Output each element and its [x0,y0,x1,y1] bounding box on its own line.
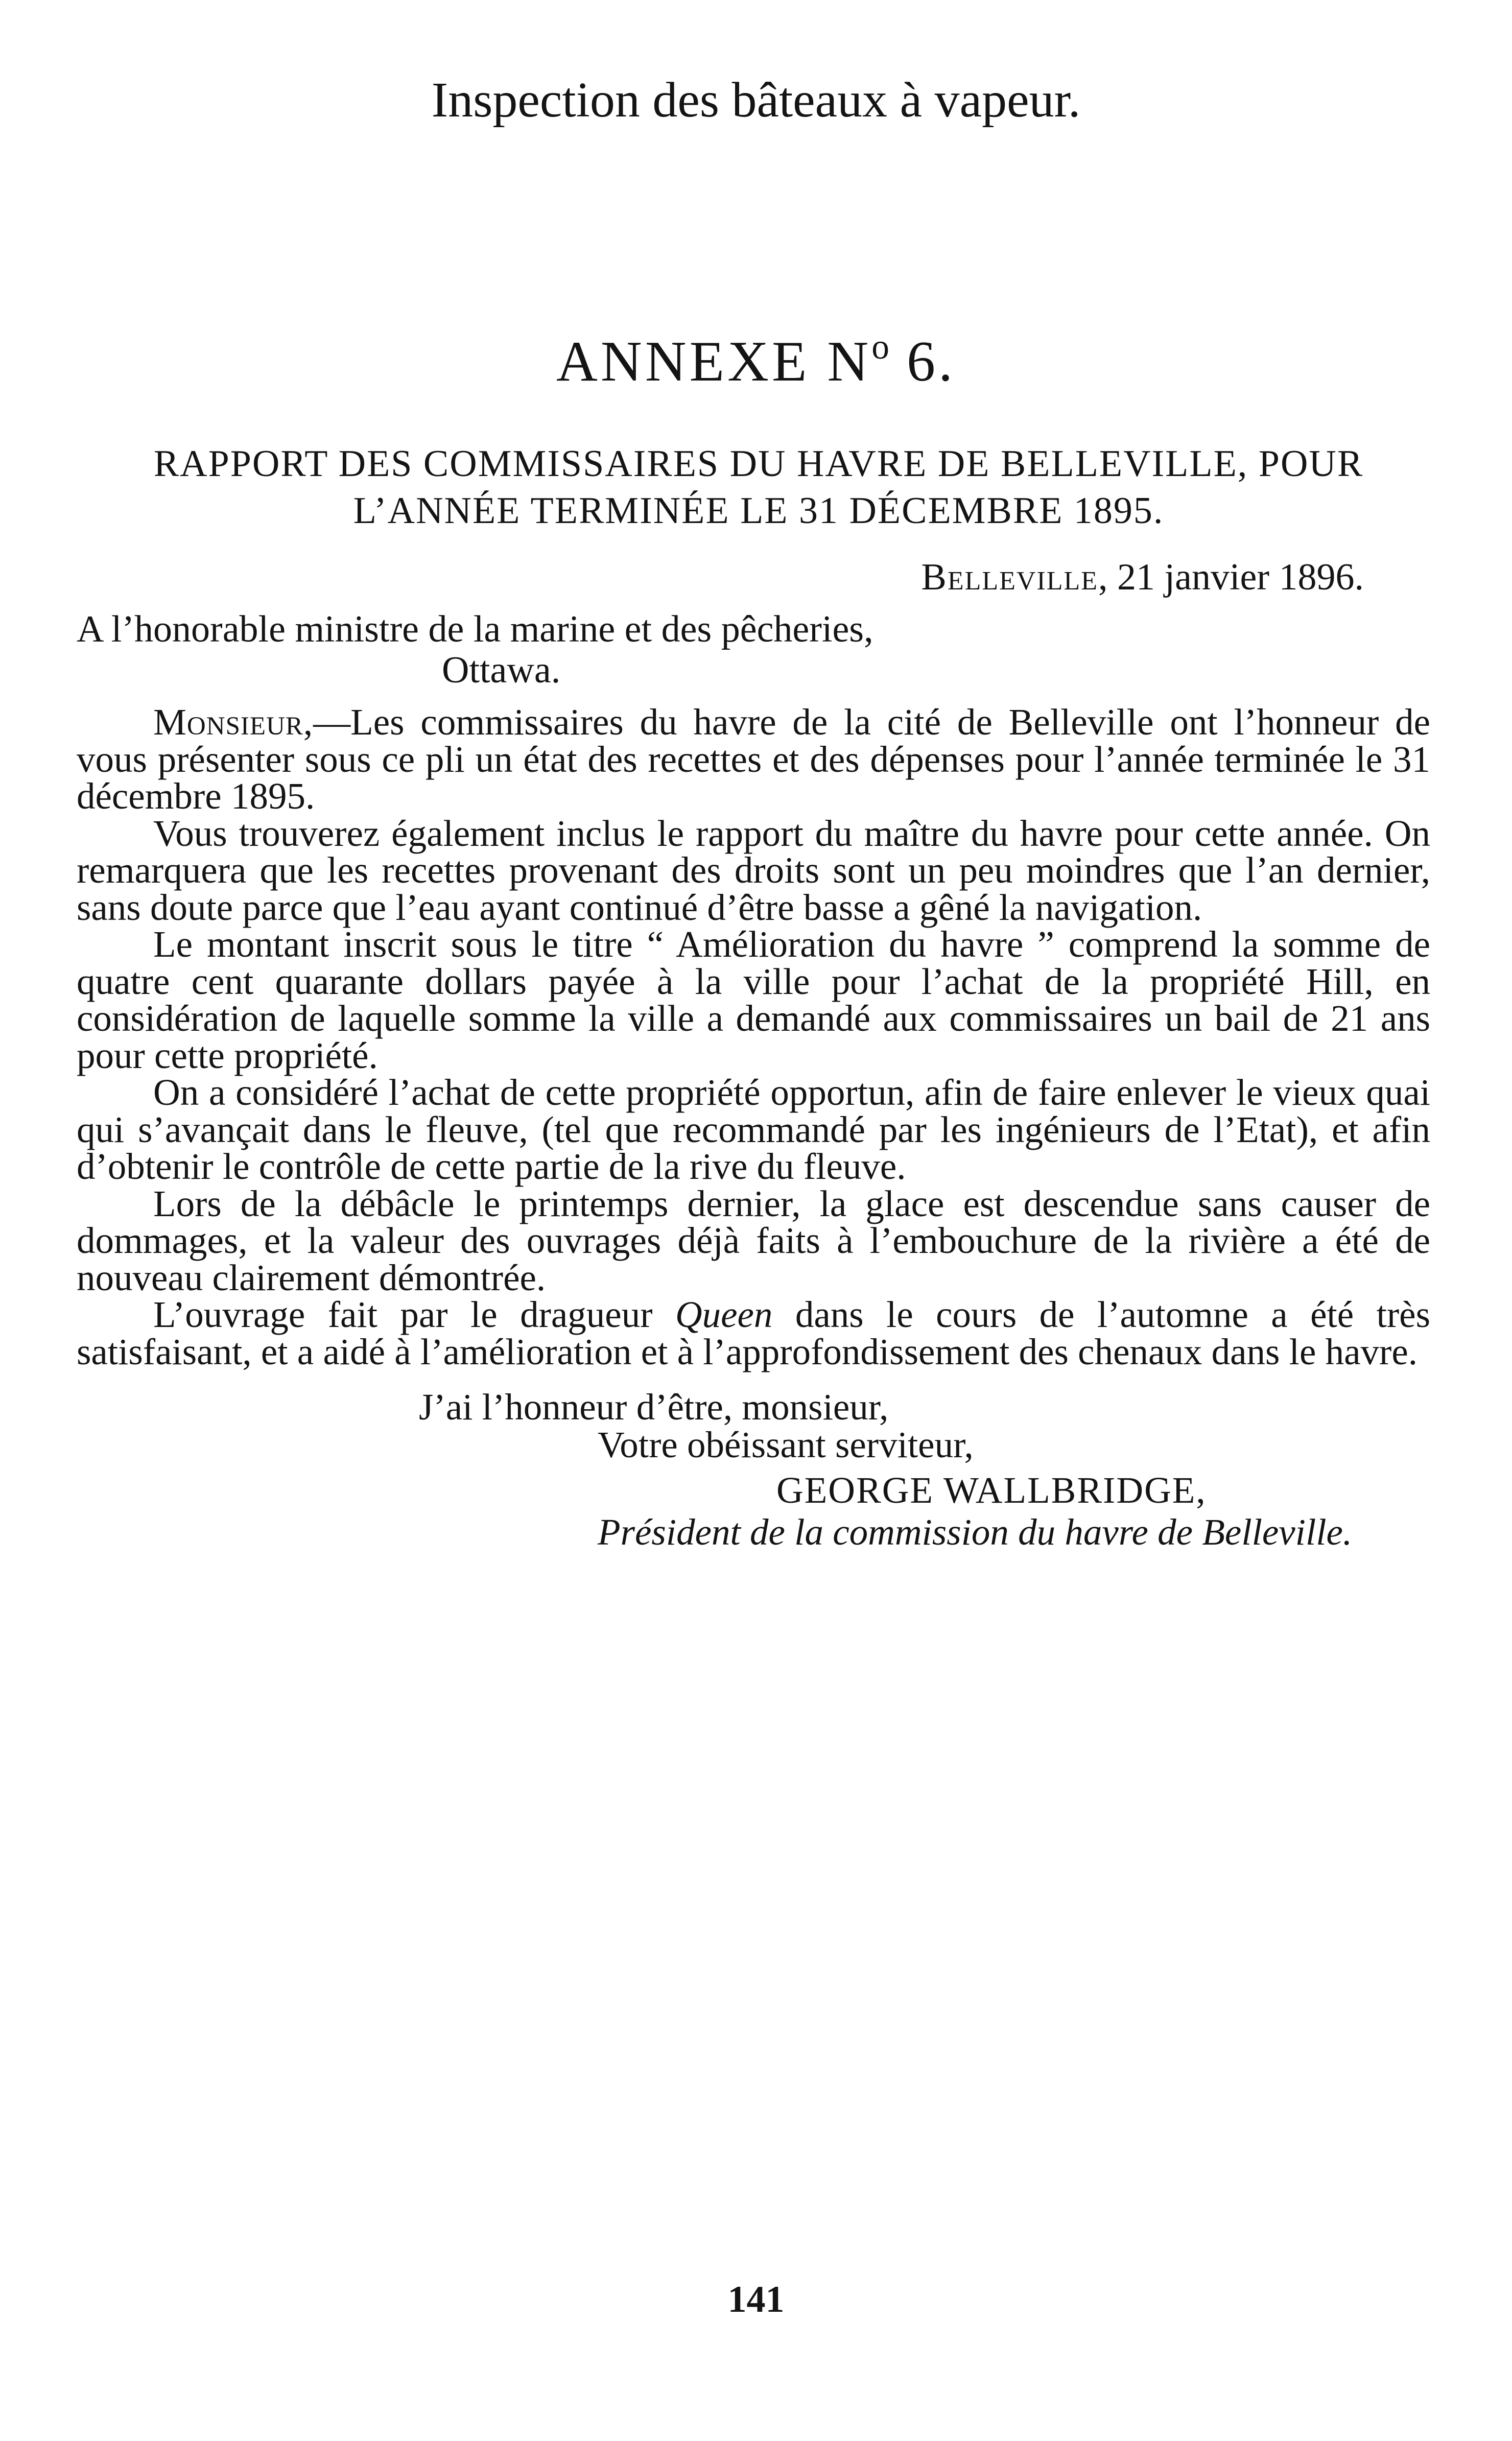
paragraph-5: Lors de la débâcle le printemps dernier, la glace est descendue sans causer de dommages, et la valeur des ouvrages déjà faits à l’embouchure de la rivière a été de nouveau clairement démontrée. [77,1182,1430,1298]
paragraph-3: Le montant inscrit sous le titre “ Amélioration du havre ” comprend la somme de quatre cent quarante dollars payée à la ville pour l’achat de la propriété Hill, en considération de laquelle somme la ville a demandé aux commissaires un bail de 21 ans pour cette propriété. [77,923,1430,1076]
paragraph-2: Vous trouverez également inclus le rapport du maître du havre pour cette année. On remarquera que les recettes provenant des droits sont un peu moindres que l’an dernier, sans doute parce que l’eau ayant continué d’être basse a gêné la navigation. [77,812,1430,928]
report-heading [107,440,1410,534]
closing-line-2: Votre obéissant serviteur, [598,1424,974,1465]
report-heading-line-2: L’ANNÉE TERMINÉE LE 31 DÉCEMBRE 1895. [353,490,1164,532]
dateline-place: Belleville [921,556,1099,598]
dateline-date: , 21 janvier 1896. [1098,556,1364,598]
annex-prefix: ANNEXE N [556,330,872,394]
running-head: Inspection des bâteaux à vapeur. [431,73,1081,128]
addressee [77,609,873,691]
paragraph-1-text: —Les commissaires du havre de la cité de Belleville ont l’honneur de vous présenter sous ce pli un état des recettes et des dépenses pour l’année terminée le 31 décembre 1895. [77,701,1430,817]
paragraph-1 [77,701,1430,817]
annex-title [0,327,1512,395]
signature: GEORGE WALLBRIDGE, [776,1470,1207,1511]
annex-superscript: o [871,327,889,367]
paragraph-6 [77,1296,1430,1370]
addressee-line-1: A l’honorable ministre de la marine et des pêcheries, [77,608,873,650]
letter-body [77,701,1430,1372]
paragraph-6-after: dans le cours de l’automne a été très satisfaisant, et a aidé à l’amélioration et à l’approfondissement des chenaux dans le havre. [77,1294,1430,1372]
paragraph-6-before: L’ouvrage fait par le dragueur [153,1294,675,1335]
page-number: 141 [727,2279,785,2320]
report-heading-line-1: RAPPORT DES COMMISSAIRES DU HAVRE DE BELLEVILLE, POUR [153,443,1364,485]
addressee-city: Ottawa. [442,649,561,691]
salutation: Monsieur, [153,701,314,743]
vessel-name: Queen [675,1294,773,1335]
closing-line-1: J’ai l’honneur d’être, monsieur, [419,1386,889,1428]
signatory-title: Président de la commission du havre de Belleville. [598,1511,1353,1553]
dateline [921,556,1364,599]
paragraph-4: On a considéré l’achat de cette propriété opportun, afin de faire enlever le vieux quai qui s’avançait dans le fleuve, (tel que recommandé par les ingénieurs de l’Etat), et afin d’obtenir le contrôle de cette partie de la rive du fleuve. [77,1072,1430,1187]
annex-number: 6. [889,330,956,394]
